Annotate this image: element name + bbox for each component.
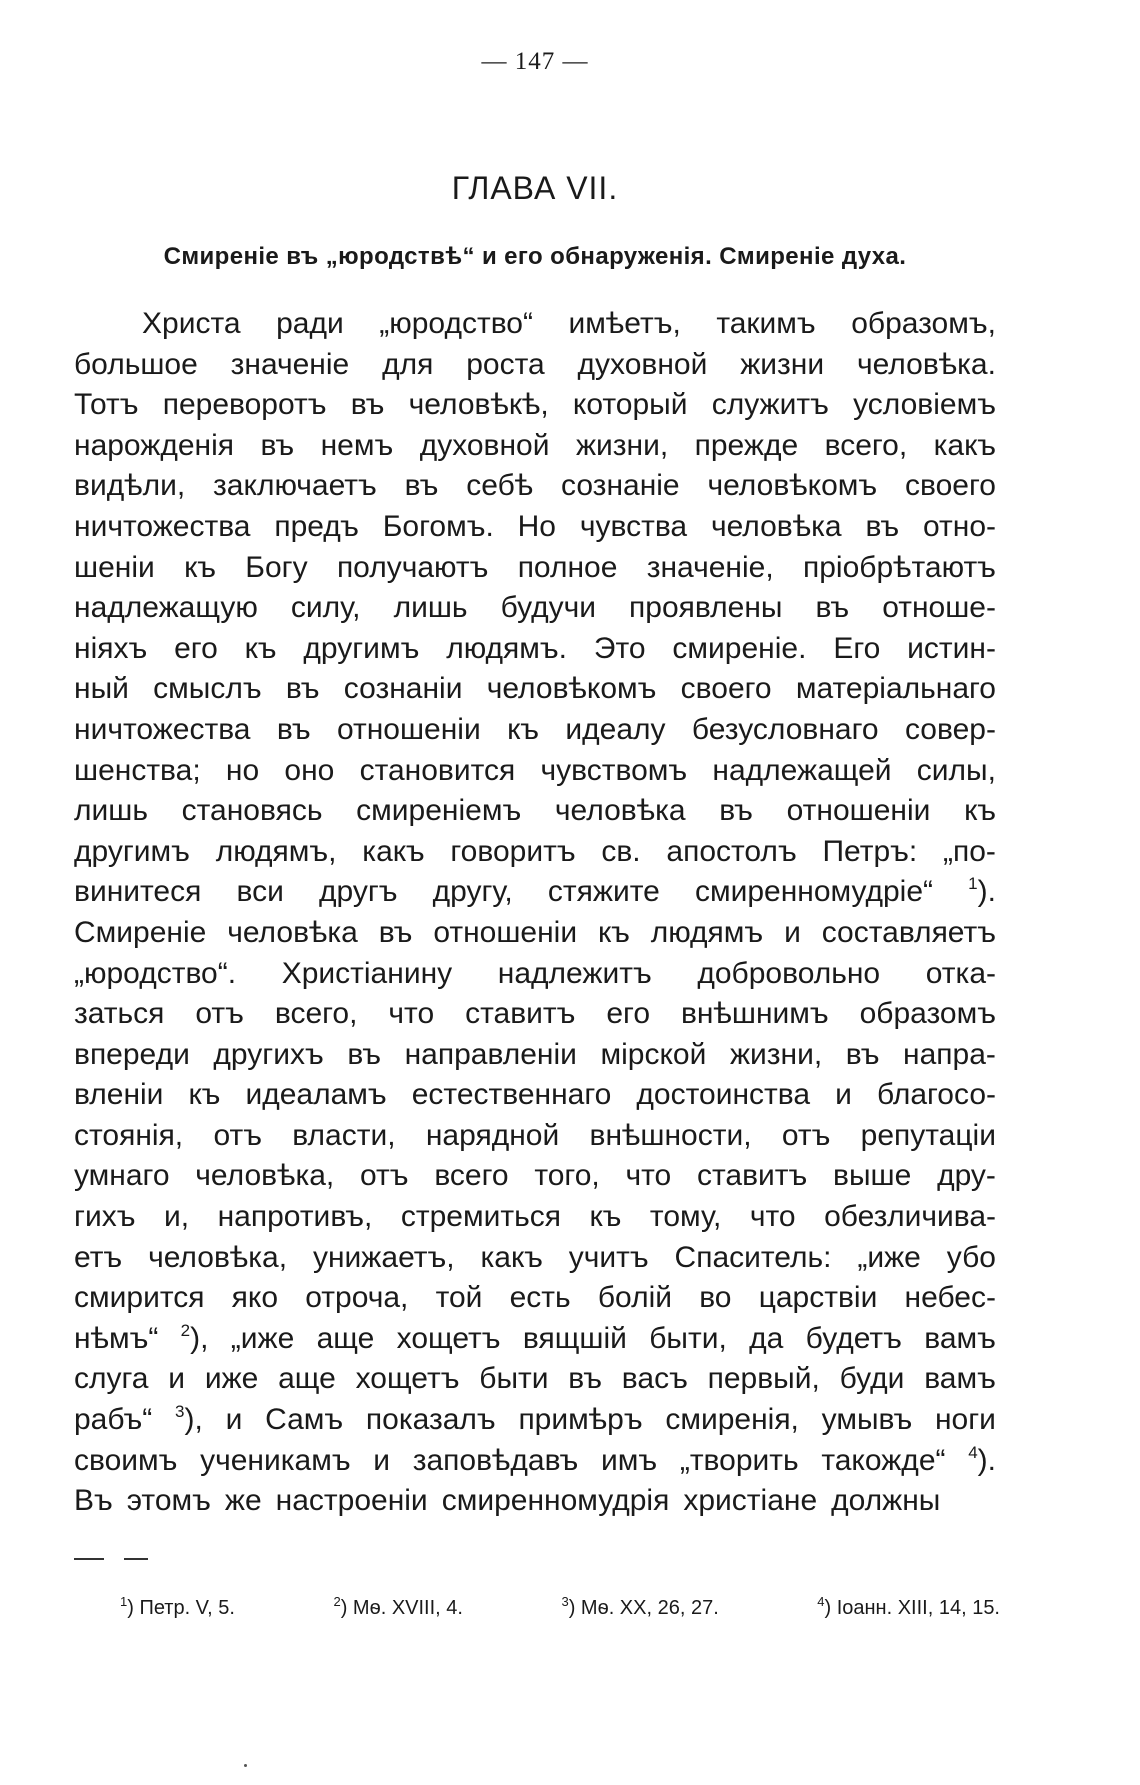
text-line: другимъ людямъ, какъ говоритъ св. апостолъ Петръ: „по- <box>74 834 996 868</box>
text-line: нѣмъ“ $^2$), „иже аще хощетъ вящшій быти, да будетъ вамъ <box>74 1320 996 1355</box>
chapter-subtitle: Смиреніе въ „юродствѣ“ и его обнаруженія. Смиреніе духа. <box>163 243 907 270</box>
footnote-separator <box>74 1558 184 1560</box>
text-line: смирится яко отроча, той есть болій во царствіи небес- <box>74 1281 996 1315</box>
text-line: Тотъ переворотъ въ человѣкѣ, который служитъ условіемъ <box>74 388 996 422</box>
text-line: ный смыслъ въ сознаніи человѣкомъ своего матеріальнаго <box>74 672 996 706</box>
text-line: нарожденія въ немъ духовной жизни, прежде всего, какъ <box>74 428 996 462</box>
footnote: $^4$) Іоанн. XIII, 14, 15. <box>817 1594 1000 1619</box>
text-line: ніяхъ его къ другимъ людямъ. Это смиреніе. Его истин- <box>74 631 996 665</box>
text-line: впереди другихъ въ направленіи мірской жизни, въ напра- <box>74 1037 996 1071</box>
chapter-title: ГЛАВА VII. <box>451 170 619 206</box>
footnotes <box>120 1594 1000 1620</box>
text-line: шенства; но оно становится чувствомъ надлежащей силы, <box>74 753 996 787</box>
footnote: $^3$) Мѳ. XX, 26, 27. <box>561 1594 719 1619</box>
text-line: Въ этомъ же настроеніи смиренномудрія христіане должны <box>74 1484 941 1518</box>
text-line: Смиреніе человѣка въ отношеніи къ людямъ и составляетъ <box>74 915 996 949</box>
text-line: вленіи къ идеаламъ естественнаго достоинства и благосо- <box>74 1078 996 1112</box>
text-line: гихъ и, напротивъ, стремиться къ тому, что обезличива- <box>74 1200 996 1234</box>
text-line: умнаго человѣка, отъ всего того, что ставитъ выше дру- <box>74 1159 996 1193</box>
text-line: лишь становясь смиреніемъ человѣка въ отношеніи къ <box>74 794 996 828</box>
text-line: винитеся вси другъ другу, стяжите смиренномудріе“ $^1$). <box>74 874 996 909</box>
text-line: рабъ“ $^3$), и Самъ показалъ примѣръ смиренія, умывъ ноги <box>74 1402 996 1437</box>
text-line: ничтожества предъ Богомъ. Но чувства человѣка въ отно- <box>74 509 996 543</box>
text-line: большое значеніе для роста духовной жизни человѣка. <box>74 347 996 381</box>
text-line: стоянія, отъ власти, нарядной внѣшности, отъ репутаціи <box>74 1118 996 1152</box>
text-line: надлежащую силу, лишь будучи проявлены въ отноше- <box>74 591 996 625</box>
text-line: заться отъ всего, что ставитъ его внѣшнимъ образомъ <box>74 997 996 1031</box>
body-text <box>74 304 996 1522</box>
text-line: Христа ради „юродство“ имѣетъ, такимъ образомъ, <box>142 307 996 340</box>
page-number: — 147 — <box>481 48 589 75</box>
text-line: шеніи къ Богу получаютъ полное значеніе, пріобрѣтаютъ <box>74 550 996 584</box>
footnote: $^2$) Мѳ. XVIII, 4. <box>333 1594 463 1619</box>
text-line: видѣли, заключаетъ въ себѣ сознаніе человѣкомъ своего <box>74 469 996 503</box>
text-line: слуга и иже аще хощетъ быти въ васъ первый, буди вамъ <box>74 1362 996 1396</box>
scan-speck <box>244 1764 247 1767</box>
text-line: ничтожества въ отношеніи къ идеалу безусловнаго совер- <box>74 712 996 746</box>
text-line: етъ человѣка, унижаетъ, какъ учитъ Спаситель: „иже убо <box>74 1240 996 1274</box>
text-line: „юродство“. Христіанину надлежитъ добровольно отка- <box>74 956 996 990</box>
footnote: $^1$) Петр. V, 5. <box>120 1594 235 1619</box>
text-line: своимъ ученикамъ и заповѣдавъ имъ „творить такожде“ $^4$). <box>74 1442 996 1477</box>
